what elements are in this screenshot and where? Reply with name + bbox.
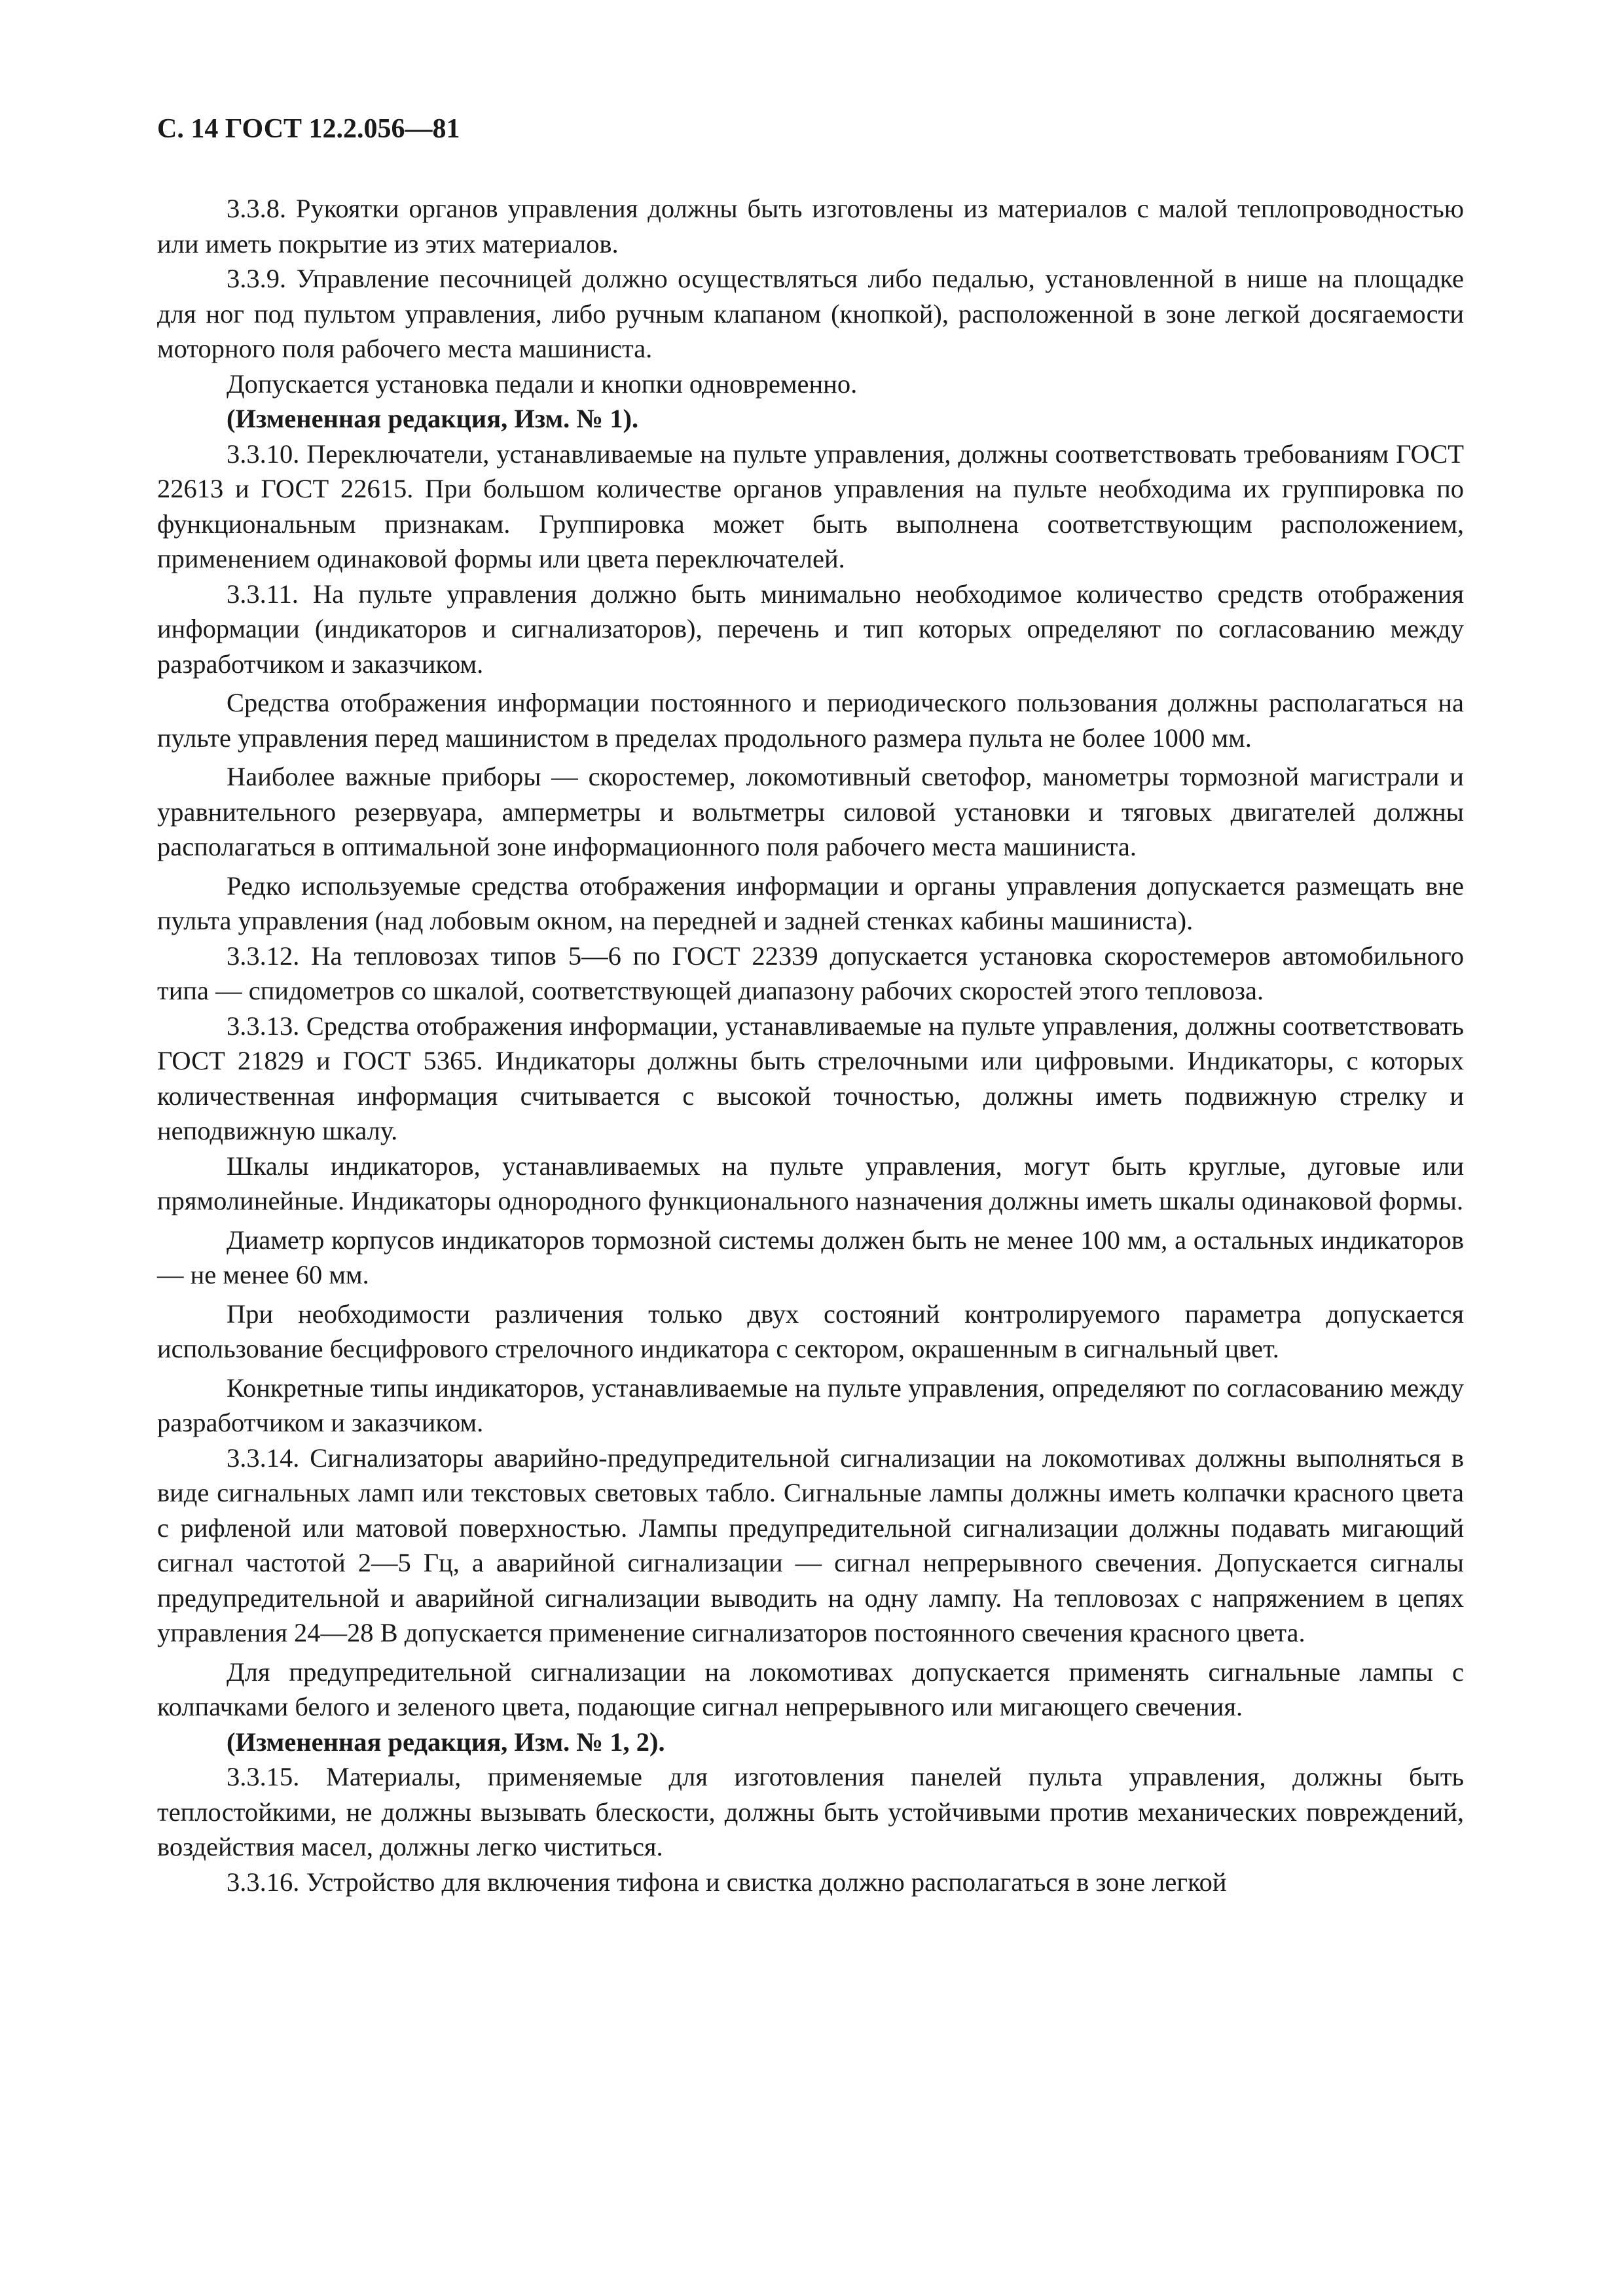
paragraph: Редко используемые средства отображения информации и органы управления допускается размещать вне пульта управления (над лобовым окном, на передней и задней стенках кабины машиниста). <box>157 870 1464 935</box>
paragraph-3-3-10: 3.3.10. Переключатели, устанавливаемые на пульте управления, должны соответствовать требованиям ГОСТ 22613 и ГОСТ 22615. При большом количестве органов управления на пульте необходима их группировка по функциональным признакам. Группировка может быть выполнена соответствующим расположением, применением одинаковой формы или цвета переключателей. <box>157 439 1464 573</box>
paragraph: Средства отображения информации постоянного и периодического пользования должны располагаться на пульте управления перед машинистом в пределах продольного размера пульта не более 1000 мм. <box>157 688 1464 753</box>
paragraph: Диаметр корпусов индикаторов тормозной системы должен быть не менее 100 мм, а остальных индикаторов — не менее 60 мм. <box>157 1225 1464 1289</box>
paragraph: При необходимости различения только двух состояний контролируемого параметра допускается использование бесцифрового стрелочного индикатора с сектором, окрашенным в сигнальный цвет. <box>157 1299 1464 1363</box>
paragraph-3-3-14: 3.3.14. Сигнализаторы аварийно-предупредительной сигнализации на локомотивах должны выполняться в виде сигнальных ламп или текстовых световых табло. Сигнальные лампы должны иметь колпачки красного цвета с рифленой или матовой поверхностью. Лампы предупредительной сигнализации должны подавать мигающий сигнал частотой 2—5 Гц, а аварийной сигнализации — сигнал непрерывного свечения. Допускается сигналы предупредительной и аварийной сигнализации выводить на одну лампу. На тепловозах с напряжением в цепях управления 24—28 В допускается применение сигнализаторов постоянного свечения красного цвета. <box>157 1443 1464 1647</box>
paragraph-3-3-8: 3.3.8. Рукоятки органов управления должны быть изготовлены из материалов с малой теплопроводностью или иметь покрытие из этих материалов. <box>157 194 1464 259</box>
paragraph-3-3-13: 3.3.13. Средства отображения информации, устанавливаемые на пульте управления, должны соответствовать ГОСТ 21829 и ГОСТ 5365. Индикаторы должны быть стрелочными или цифровыми. Индикаторы, с которых количественная информация считывается с высокой точностью, должны иметь подвижную стрелку и неподвижную шкалу. <box>157 1011 1464 1145</box>
amendment-note: (Измененная редакция, Изм. № 1). <box>227 404 639 433</box>
paragraph: Наиболее важные приборы — скоростемер, локомотивный светофор, манометры тормозной магистрали и уравнительного резервуара, амперметры и вольтметры силовой установки и тяговых двигателей должны располагаться в оптимальной зоне информационного поля рабочего места машиниста. <box>157 762 1464 861</box>
paragraph-3-3-11: 3.3.11. На пульте управления должно быть минимально необходимое количество средств отображения информации (индикаторов и сигнализаторов), перечень и тип которых определяют по согласованию между разработчиком и заказчиком. <box>157 579 1464 679</box>
paragraph-3-3-15: 3.3.15. Материалы, применяемые для изготовления панелей пульта управления, должны быть теплостойкими, не должны вызывать блескости, должны быть устойчивыми против механических повреждений, воздействия масел, должны легко чиститься. <box>157 1762 1464 1861</box>
amendment-note: (Измененная редакция, Изм. № 1, 2). <box>227 1727 665 1757</box>
paragraph-3-3-12: 3.3.12. На тепловозах типов 5—6 по ГОСТ 22339 допускается установка скоростемеров автомобильного типа — спидометров со шкалой, соответствующей диапазону рабочих скоростей этого тепловоза. <box>157 941 1464 1005</box>
paragraph: Допускается установка педали и кнопки одновременно. <box>227 368 858 399</box>
paragraph: Конкретные типы индикаторов, устанавливаемые на пульте управления, определяют по согласованию между разработчиком и заказчиком. <box>157 1372 1464 1437</box>
page-header: С. 14 ГОСТ 12.2.056—81 <box>157 114 460 144</box>
paragraph-3-3-9: 3.3.9. Управление песочницей должно осуществляться либо педалью, установленной в нише на площадке для ног под пультом управления, либо ручным клапаном (кнопкой), расположенной в зоне легкой досягаемости моторного поля рабочего места машиниста. <box>157 264 1464 363</box>
paragraph: Шкалы индикаторов, устанавливаемых на пульте управления, могут быть круглые, дуговые или прямолинейные. Индикаторы однородного функционального назначения должны иметь шкалы одинаковой формы. <box>157 1151 1464 1215</box>
paragraph-3-3-16: 3.3.16. Устройство для включения тифона и свистка должно располагаться в зоне легкой <box>227 1867 1227 1897</box>
paragraph: Для предупредительной сигнализации на локомотивах допускается применять сигнальные лампы с колпачками белого и зеленого цвета, подающие сигнал непрерывного или мигающего свечения. <box>157 1657 1464 1721</box>
document-body <box>157 191 1464 1899</box>
